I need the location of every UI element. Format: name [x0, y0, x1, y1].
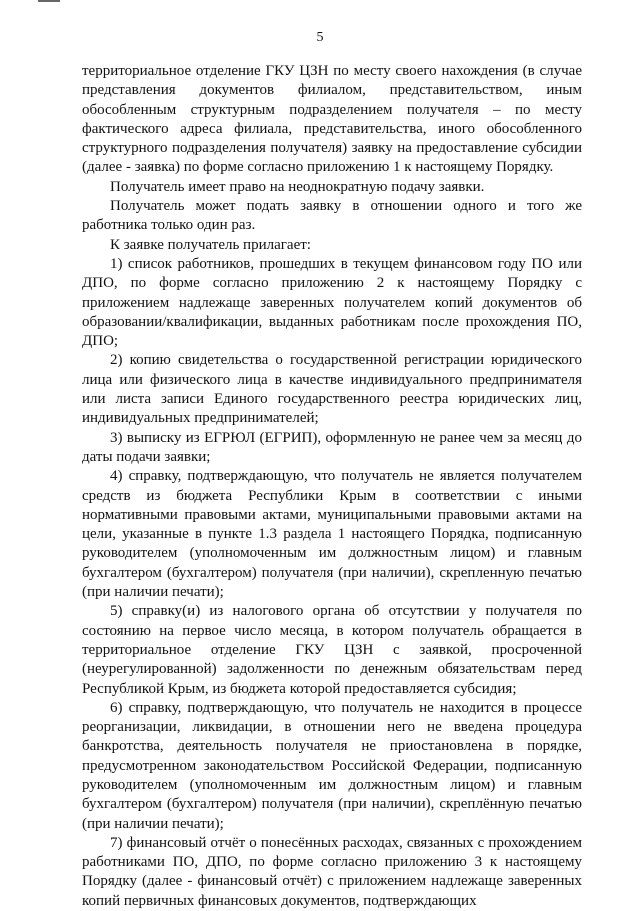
- paragraph-repeat-submission: Получатель имеет право на неоднократную подачу заявки.: [110, 178, 485, 195]
- scan-corner-mark: [38, 0, 60, 2]
- paragraph-one-worker-limit: Получатель может подать заявку в отношении одного и того же работника только один раз.: [82, 198, 582, 234]
- list-item-6: 6) справку, подтверждающую, что получатель не находится в процессе реорганизации, ликвидации, в отношении него не введена процедура банкротства, деятельность получателя не приостановлена в порядке, предусмотренном законодательством Российской Федерации, подписанную руководителем (уполномоченным им должностным лицом) и главным бухгалтером (бухгалтером) получателя (при наличии), скреплённую печатью (при наличии печати);: [82, 699, 582, 832]
- page-number: 5: [316, 30, 324, 45]
- list-item-1: 1) список работников, прошедших в текущем финансовом году ПО или ДПО, по форме согласно приложению 2 к настоящему Порядку с приложением надлежаще заверенных получателем копий документов об образовании/квалификации, выданных работникам после прохождения ПО, ДПО;: [82, 255, 582, 350]
- document-body: [82, 62, 582, 911]
- list-item-7: 7) финансовый отчёт о понесённых расходах, связанных с прохождением работниками ПО, ДПО, по форме согласно приложению 3 к настоящему Порядку (далее - финансовый отчёт) с приложением надлежаще заверенных копий первичных финансовых документов, подтверждающих: [82, 834, 582, 909]
- list-item-2: 2) копию свидетельства о государственной регистрации юридического лица или физического лица в качестве индивидуального предпринимателя или листа записи Единого государственного реестра юридических лиц, индивидуальных предпринимателей;: [82, 352, 582, 427]
- list-item-5: 5) справку(и) из налогового органа об отсутствии у получателя по состоянию на первое число месяца, в котором получатель обращается в территориальное отделение ГКУ ЦЗН с заявкой, просроченной (неурегулированной) задолженности по денежным обязательствам перед Республикой Крым, из бюджета которой предоставляется субсидия;: [82, 603, 582, 697]
- paragraph-continuation: территориальное отделение ГКУ ЦЗН по месту своего нахождения (в случае представления документов филиалом, представительством, иным обособленным структурным подразделением получателя – по месту фактического адреса филиала, представительства, иного обособленного структурного подразделения получателя) заявку на предоставление субсидии (далее - заявка) по форме согласно приложению 1 к настоящему Порядку.: [82, 63, 582, 176]
- paragraph-attachments-intro: К заявке получатель прилагает:: [110, 236, 311, 253]
- list-item-4: 4) справку, подтверждающую, что получатель не является получателем средств из бюджета Республики Крым в соответствии с иными нормативными правовыми актами, муниципальными правовыми актами на цели, указанные в пункте 1.3 раздела 1 настоящего Порядка, подписанную руководителем (уполномоченным им должностным лицом) и главным бухгалтером (бухгалтером) получателя (при наличии), скрепленную печатью (при наличии печати);: [82, 468, 582, 601]
- list-item-3: 3) выписку из ЕГРЮЛ (ЕГРИП), оформленную не ранее чем за месяц до даты подачи заявки;: [82, 429, 582, 465]
